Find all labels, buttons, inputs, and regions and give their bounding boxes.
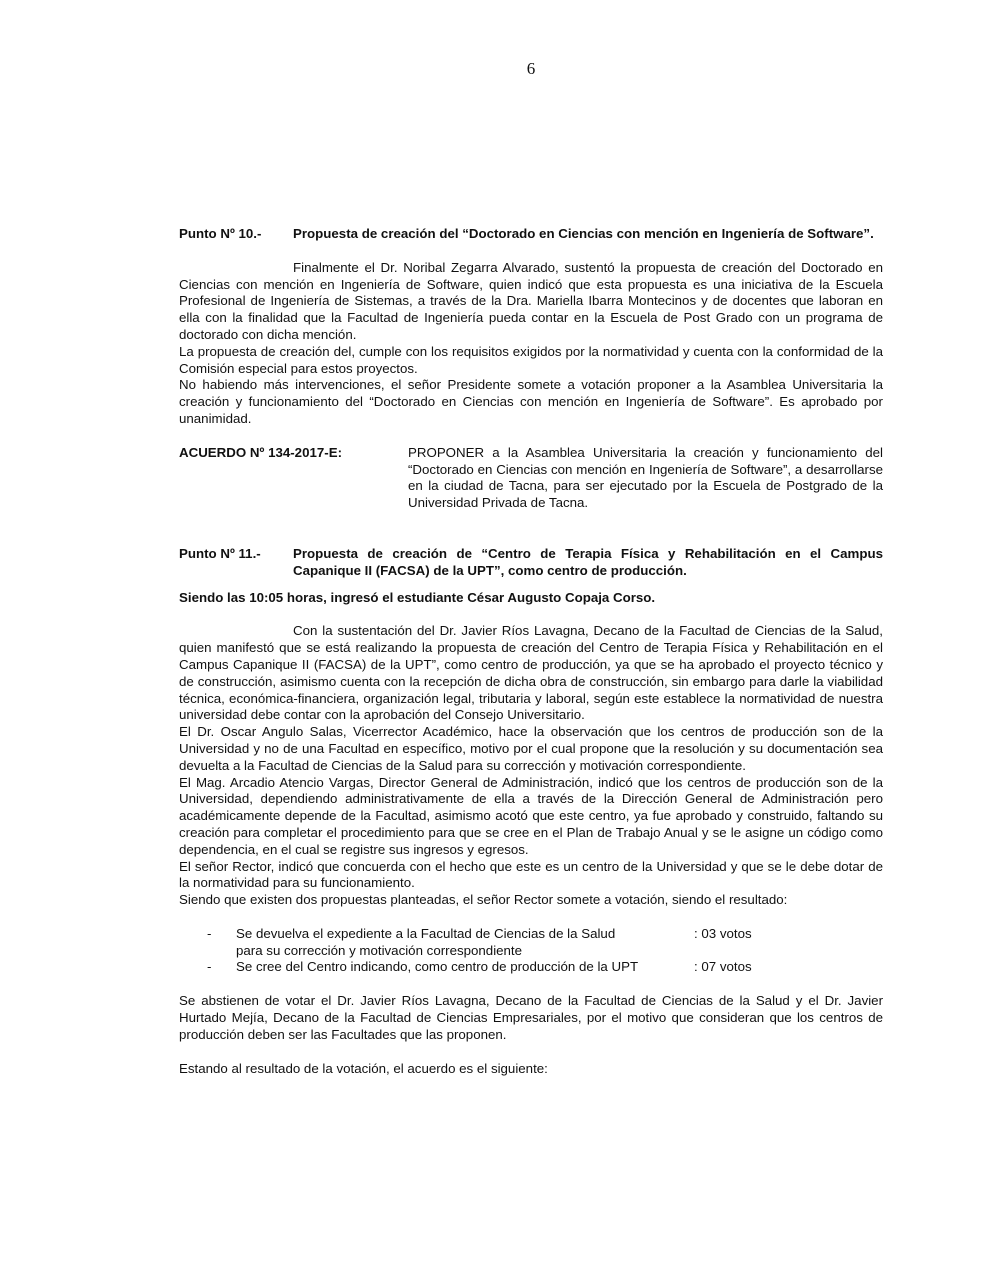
punto-10-paragraph: La propuesta de creación del, cumple con los requisitos exigidos por la normatividad y cuenta con la conformidad de la Comisión especial para estos proyectos. xyxy=(179,343,883,376)
punto-11-paragraph: El señor Rector, indicó que concuerda con el hecho que este es un centro de la Universidad y que se le debe dotar de la normatividad para su funcionamiento. xyxy=(179,858,883,891)
punto-11-paragraph: Con la sustentación del Dr. Javier Ríos Lavagna, Decano de la Facultad de Ciencias de la Salud, quien manifestó que se está realizando la propuesta de creación del Centro de Terapia Física y Rehabilitación en el Campus Capanique II (FACSA) de la UPT”, como centro de producción, ya que se ha aprobado el proyecto técnico y de construcción, asimismo cuenta con la recepción de dicha obra de construcción, sin embargo para darle la viabilidad técnica, económica-financiera, organización legal, tributaria y laboral, según este establece la normatividad de nuestra universidad debe contar con la aprobación del Consejo Universitario. xyxy=(179,623,883,723)
punto-10-paragraph: No habiendo más intervenciones, el señor Presidente somete a votación proponer a la Asamblea Universitaria la creación y funcionamiento del “Doctorado en Ciencias con mención en Ingeniería de Software”. Es aprobado por unanimidad. xyxy=(179,377,883,426)
document-body xyxy=(179,226,883,1077)
entry-note: Siendo las 10:05 horas, ingresó el estudiante César Augusto Copaja Corso. xyxy=(179,589,656,605)
punto-11-label: Punto Nº 11.- xyxy=(179,545,261,561)
acuerdo-134 xyxy=(179,445,883,512)
acuerdo-134-text: PROPONER a la Asamblea Universitaria la creación y funcionamiento del “Doctorado en Ciencias con mención en Ingeniería de Software”, a desarrollarse en la ciudad de Tacna, para ser ejecutado por la Escuela de Postgrado de la Universidad Privada de Tacna. xyxy=(408,444,883,511)
list-dash: - xyxy=(207,925,212,941)
vote-description-line: para su corrección y motivación correspondiente xyxy=(236,942,523,958)
vote-item xyxy=(179,926,883,960)
punto-11-heading xyxy=(179,546,883,580)
vote-description xyxy=(236,959,694,976)
vote-description-line: Se devuelva el expediente a la Facultad de Ciencias de la Salud xyxy=(236,925,616,941)
vote-count: : 07 votos xyxy=(694,959,752,975)
result-intro: Estando al resultado de la votación, el acuerdo es el siguiente: xyxy=(179,1060,548,1076)
vote-item xyxy=(179,959,883,976)
vote-description xyxy=(236,926,694,960)
punto-11-paragraph: Siendo que existen dos propuestas planteadas, el señor Rector somete a votación, siendo el resultado: xyxy=(179,892,788,908)
abstention-paragraph: Se abstienen de votar el Dr. Javier Ríos Lavagna, Decano de la Facultad de Ciencias de la Salud y el Dr. Javier Hurtado Mejía, Decano de la Facultad de Ciencias Empresariales, por el motivo que consideran que los centros de producción deben ser las Facultades que las proponen. xyxy=(179,993,883,1042)
punto-10-heading xyxy=(179,226,883,243)
punto-10-paragraph: Finalmente el Dr. Noribal Zegarra Alvarado, sustentó la propuesta de creación del Doctorado en Ciencias con mención en Ingeniería de Software, quien indicó que esta propuesta es una iniciativa de la Escuela Profesional de Ingeniería de Sistemas, a través de la Dra. Mariella Ibarra Montecinos y de docentes que laboran en ella con la finalidad que la Facultad de Ingeniería pueda contar en la Escuela de Post Grado con un programa de doctorado con dicha mención. xyxy=(179,259,883,342)
punto-10-title: Propuesta de creación del “Doctorado en Ciencias con mención en Ingeniería de Software”. xyxy=(293,226,874,241)
acuerdo-134-label: ACUERDO Nº 134-2017-E: xyxy=(179,444,342,460)
list-dash: - xyxy=(207,959,212,975)
vote-results xyxy=(179,926,883,976)
punto-11-paragraph: El Dr. Oscar Angulo Salas, Vicerrector Académico, hace la observación que los centros de producción son de la Universidad y no de una Facultad en específico, motivo por el cual propone que la resolución y su documentación sea devuelta a la Facultad de Ciencias de la Salud para su corrección y motivación correspondiente. xyxy=(179,724,883,773)
page-number: 6 xyxy=(526,59,536,78)
punto-11-paragraph: El Mag. Arcadio Atencio Vargas, Director General de Administración, indicó que los centros de producción son de la Universidad, dependiendo administrativamente de ella a través de la Dirección General de Administración pero académicamente depende de la Facultad, asimismo acotó que este centro, ya fue aprobado y construido, faltando su creación para completar el procedimiento para que se cree en el Plan de Trabajo Anual y se le asigne un código como dependencia, en el cual se registre sus ingresos y egresos. xyxy=(179,774,883,857)
vote-description-line: Se cree del Centro indicando, como centro de producción de la UPT xyxy=(236,959,639,975)
punto-10-label: Punto Nº 10.- xyxy=(179,226,262,241)
punto-11-title: Propuesta de creación de “Centro de Terapia Física y Rehabilitación en el Campus Capanique II (FACSA) de la UPT”, como centro de producción. xyxy=(293,545,883,578)
vote-count: : 03 votos xyxy=(694,925,752,941)
